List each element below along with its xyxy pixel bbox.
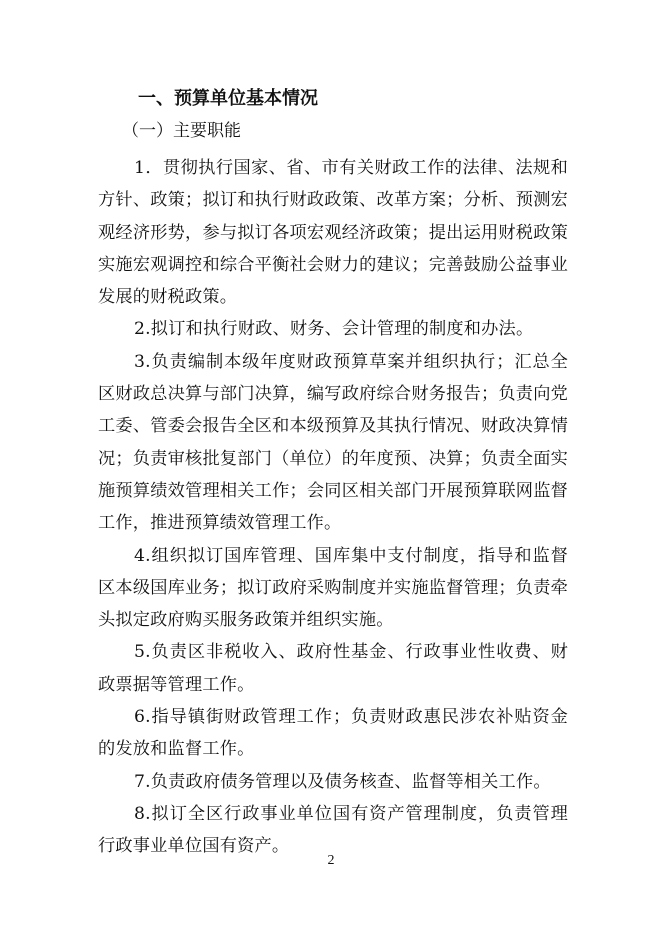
paragraph-4: 4.组织拟订国库管理、国库集中支付制度，指导和监督区本级国库业务；拟订政府采购制度并实施监督管理；负责牵头拟定政府购买服务政策并组织实施。: [98, 545, 568, 631]
paragraph-5: 5.负责区非税收入、政府性基金、行政事业性收费、财政票据等管理工作。: [98, 642, 568, 695]
page-number: 2: [327, 853, 335, 868]
subsection-title: （一）主要职能: [122, 121, 241, 141]
paragraph-8: 8.拟订全区行政事业单位国有资产管理制度，负责管理行政事业单位国有资产。: [98, 803, 568, 857]
paragraph-6: 6.指导镇街财政管理工作；负责财政惠民涉农补贴资金的发放和监督工作。: [98, 707, 568, 760]
paragraph-1: 1．贯彻执行国家、省、市有关财政工作的法律、法规和方针、政策；拟订和执行财政政策、改革方案；分析、预测宏观经济形势，参与拟订各项宏观经济政策；提出运用财税政策实施宏观调控和综合平衡社会财力的建议；完善鼓励公益事业发展的财税政策。: [98, 158, 568, 308]
paragraph-7: 7.负责政府债务管理以及债务核查、监督等相关工作。: [134, 771, 551, 792]
paragraph-2: 2.拟订和执行财政、财务、会计管理的制度和办法。: [134, 319, 534, 340]
section-title: 一、预算单位基本情况: [138, 88, 318, 109]
page-content: [98, 86, 568, 863]
paragraph-3: 3.负责编制本级年度财政预算草案并组织执行；汇总全区财政总决算与部门决算，编写政府综合财务报告；负责向党工委、管委会报告全区和本级预算及其执行情况、财政决算情况；负责审核批复部门（单位）的年度预、决算；负责全面实施预算绩效管理相关工作；会同区相关部门开展预算联网监督工作，推进预算绩效管理工作。: [98, 351, 568, 534]
